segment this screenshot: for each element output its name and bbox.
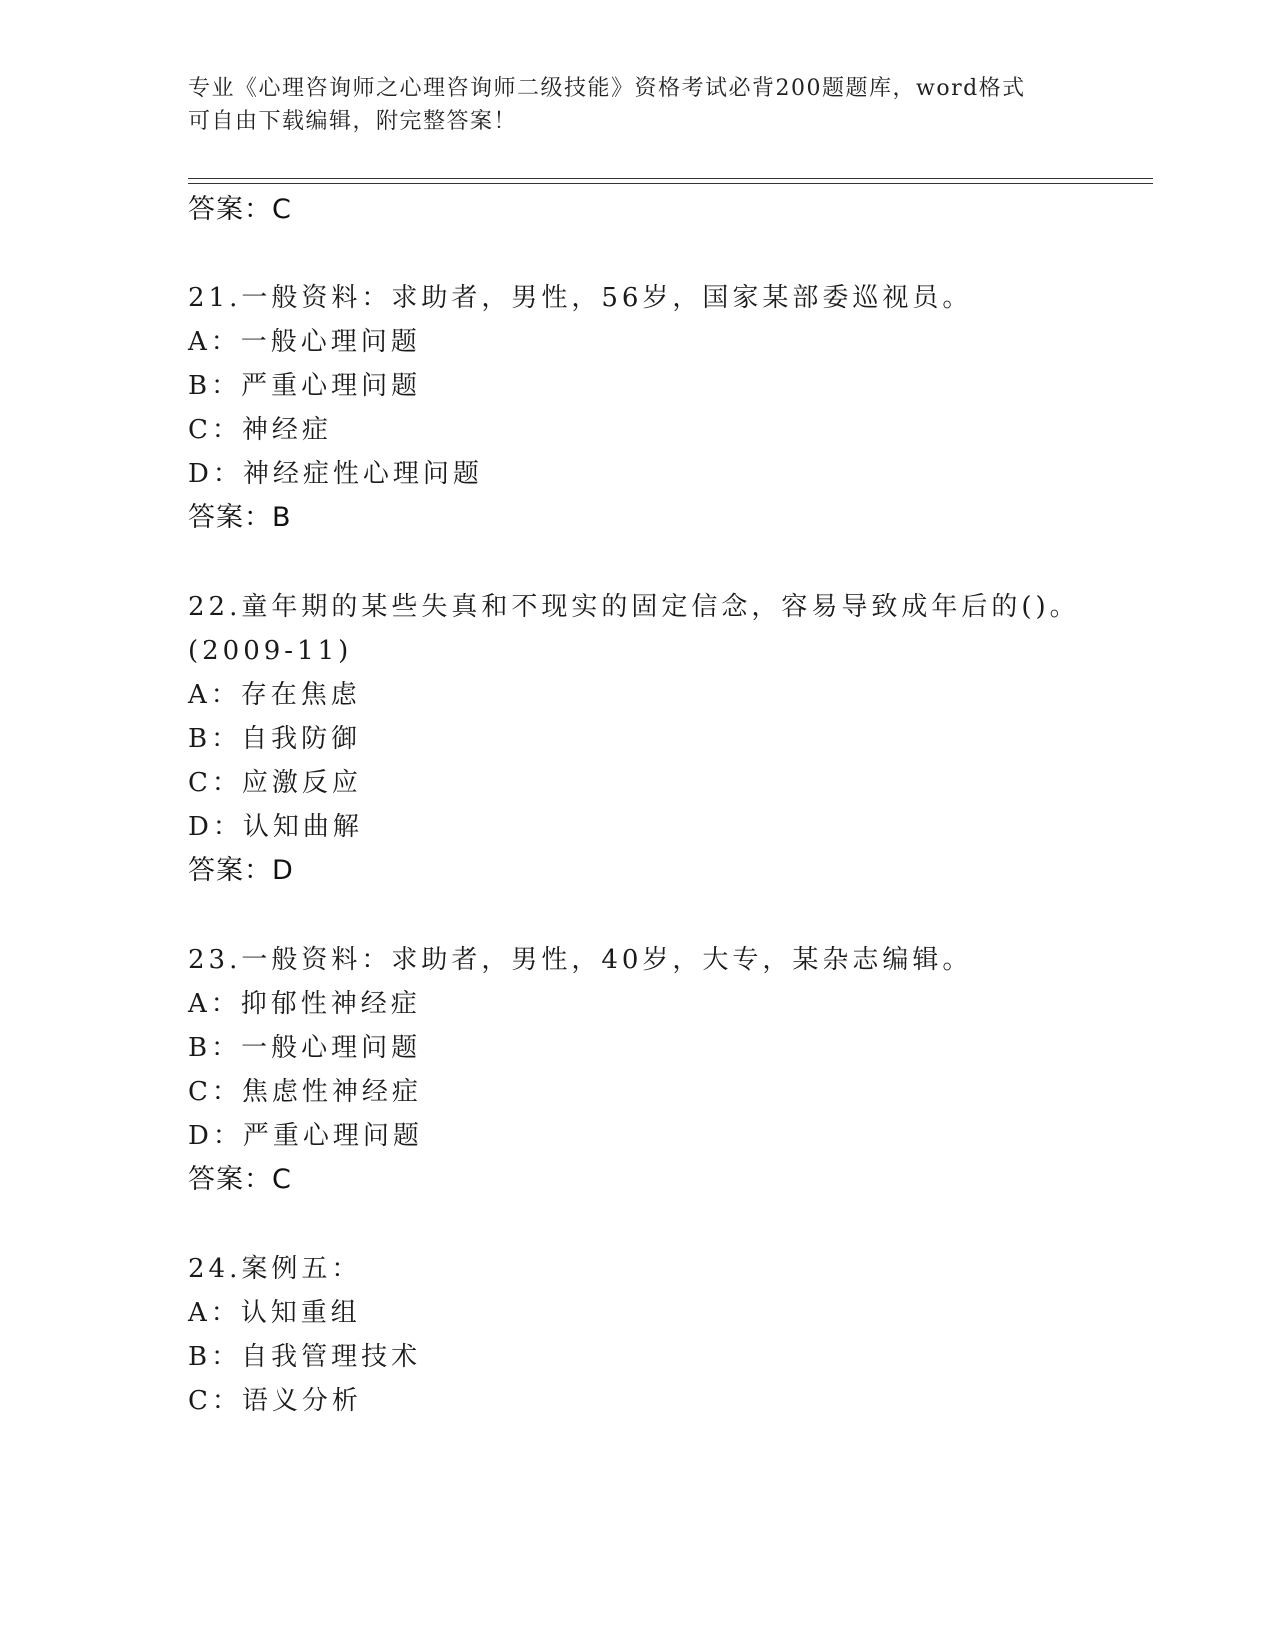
header-line-1: 专业《心理咨询师之心理咨询师二级技能》资格考试必背200题题库，word格式 bbox=[188, 76, 1026, 101]
answer-line: 答案：C bbox=[188, 194, 292, 225]
question-stem-continuation: (2009-11) bbox=[188, 636, 353, 666]
header-line-2: 可自由下载编辑，附完整答案！ bbox=[188, 109, 518, 134]
option-b: B：严重心理问题 bbox=[188, 371, 422, 401]
header-divider-top bbox=[188, 178, 1153, 179]
option-c: C：语义分析 bbox=[188, 1386, 362, 1416]
option-a: A：一般心理问题 bbox=[188, 327, 421, 357]
question-stem: 24.案例五： bbox=[188, 1254, 362, 1284]
answer-line: 答案：C bbox=[188, 1164, 292, 1195]
option-c: C：神经症 bbox=[188, 415, 332, 445]
question-stem: 23.一般资料：求助者，男性，40岁，大专，某杂志编辑。 bbox=[188, 945, 973, 975]
option-d: D：严重心理问题 bbox=[188, 1121, 423, 1151]
option-b: B：自我管理技术 bbox=[188, 1342, 422, 1372]
option-a: A：存在焦虑 bbox=[188, 680, 361, 710]
option-b: B：一般心理问题 bbox=[188, 1033, 422, 1063]
option-c: C：应激反应 bbox=[188, 768, 362, 798]
answer-line: 答案：B bbox=[188, 502, 292, 533]
question-stem: 22.童年期的某些失真和不现实的固定信念，容易导致成年后的()。 bbox=[188, 592, 1080, 622]
document-header bbox=[188, 72, 1088, 138]
option-b: B：自我防御 bbox=[188, 724, 362, 754]
option-c: C：焦虑性神经症 bbox=[188, 1077, 422, 1107]
option-a: A：抑郁性神经症 bbox=[188, 989, 421, 1019]
question-stem: 21.一般资料：求助者，男性，56岁，国家某部委巡视员。 bbox=[188, 283, 973, 313]
option-a: A：认知重组 bbox=[188, 1298, 361, 1328]
option-d: D：神经症性心理问题 bbox=[188, 459, 483, 489]
answer-line: 答案：D bbox=[188, 855, 294, 886]
option-d: D：认知曲解 bbox=[188, 812, 363, 842]
header-divider-bottom bbox=[188, 183, 1153, 184]
